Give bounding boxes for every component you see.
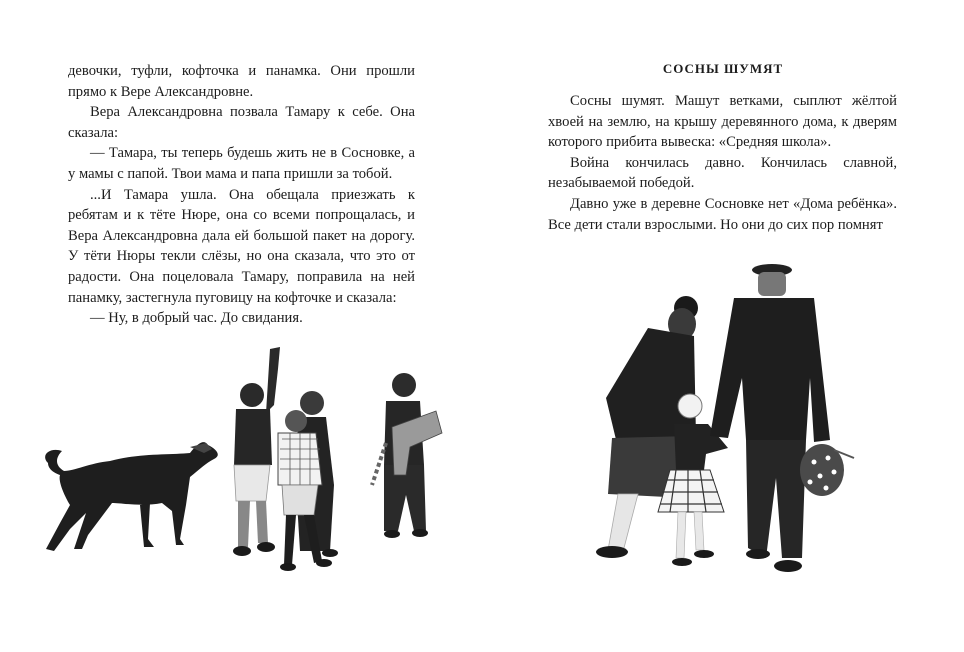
- dog-figure: [45, 442, 218, 551]
- boy-waving-figure: [233, 347, 280, 556]
- string-bag-figure: [800, 444, 854, 496]
- man-in-cap-figure: [710, 264, 830, 572]
- paragraph: Сосны шумят. Машут ветками, сыплют жёлтой хвоей на землю, на крышу деревянного дома, к дверям которого прибита вывеска: «Средняя школа».: [548, 93, 897, 151]
- left-page-text: [68, 61, 415, 329]
- right-page: [482, 0, 964, 652]
- paragraph: Давно уже в деревне Сосновке нет «Дома ребёнка». Все дети стали взрослыми. Но они до сих пор помнят: [548, 195, 897, 233]
- right-page-text: [548, 91, 897, 235]
- paragraph: — Тамара, ты теперь будешь жить не в Сосновке, а у мамы с папой. Твои мама и папа пришли за тобой.: [68, 145, 415, 182]
- paragraph: девочки, туфли, кофточка и панамка. Они прошли прямо к Вере Александровне.: [68, 63, 415, 100]
- paragraph: Война кончилась давно. Кончилась славной, незабываемой победой.: [548, 154, 897, 192]
- paragraph: — Ну, в добрый час. До свидания.: [90, 310, 303, 327]
- chapter-title: СОСНЫ ШУМЯТ: [662, 61, 784, 76]
- paragraph: ...И Тамара ушла. Она обещала приезжать к ребятам и к тёте Нюре, она со всеми попрощалась, и Вера Александровна дала ей большой пакет на дорогу. У тёти Нюры текли слёзы, но она сказала, что это от радости. Она поцеловала Тамару, поправила на ней панамку, застегнула пуговицу на кофточке и сказала:: [68, 186, 415, 306]
- illustration-dog-and-children: [30, 335, 450, 580]
- illustration-family-walking: [578, 258, 878, 588]
- paragraph: Вера Александровна позвала Тамару к себе. Она сказала:: [68, 104, 415, 141]
- boy-with-cat-figure: [372, 373, 442, 538]
